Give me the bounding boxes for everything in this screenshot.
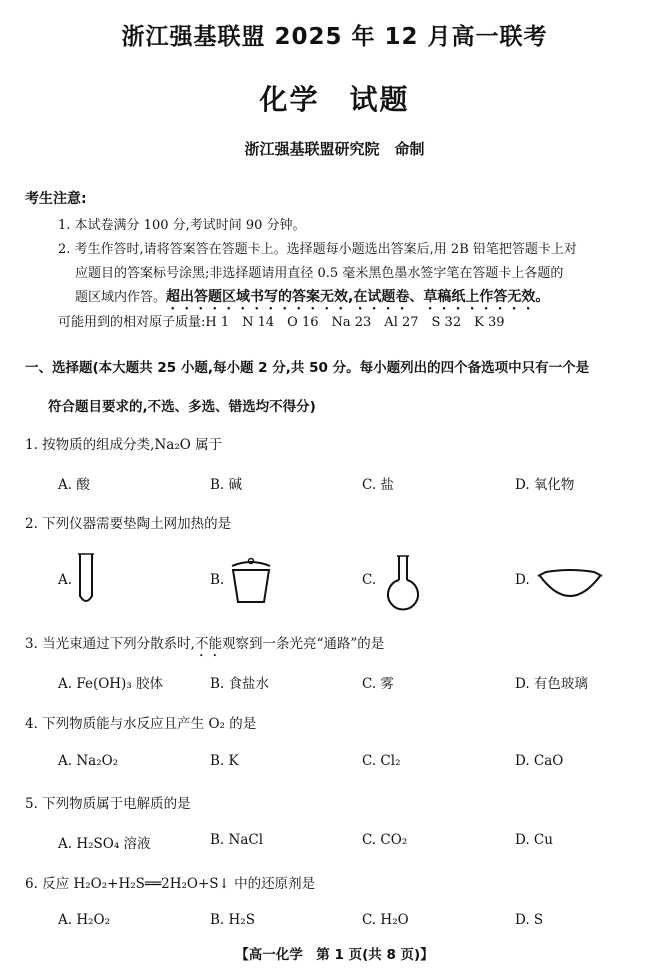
- question-3-stem-part-2: 观察到一条光亮“通路”的是: [221, 636, 385, 652]
- question-2-stem: 2. 下列仪器需要垫陶土网加热的是: [25, 516, 232, 532]
- question-1-stem: 1. 按物质的组成分类,Na₂O 属于: [25, 437, 223, 453]
- question-5-option-d: D. Cu: [515, 832, 553, 848]
- question-1-option-c: C. 盐: [362, 477, 394, 493]
- section-heading-line-1: 一、选择题(本大题共 25 小题,每小题 2 分,共 50 分。每小题列出的四个备选项中只有一个是: [25, 360, 590, 376]
- question-4-option-a: A. Na₂O₂: [58, 753, 119, 769]
- question-6-option-b: B. H₂S: [210, 912, 255, 928]
- question-6-stem: 6. 反应 H₂O₂+H₂S══2H₂O+S↓ 中的还原剂是: [25, 876, 316, 892]
- question-5-option-c: C. CO₂: [362, 832, 408, 848]
- test-tube-icon: [76, 552, 96, 608]
- question-5-option-b: B. NaCl: [210, 832, 264, 848]
- notice-item-2-line-2: 应题目的答案标号涂黑;非选择题请用直径 0.5 毫米黑色墨水签字笔在答题卡上各题的: [75, 266, 564, 281]
- question-4-option-b: B. K: [210, 753, 239, 769]
- crucible-icon: [228, 556, 274, 606]
- question-5-stem: 5. 下列物质属于电解质的是: [25, 796, 191, 812]
- issuer-line: 浙江强基联盟研究院 命制: [244, 140, 425, 158]
- atomic-masses: 可能用到的相对原子质量:H 1 N 14 O 16 Na 23 Al 27 S 32 K 39: [58, 315, 505, 330]
- question-1-option-b: B. 碱: [210, 477, 243, 493]
- question-6-option-c: C. H₂O: [362, 912, 409, 928]
- question-1-option-a: A. 酸: [58, 477, 90, 493]
- question-2-option-b: B.: [210, 572, 225, 588]
- question-2-option-a: A.: [58, 572, 73, 588]
- notice-emphasis: 超出答题区域书写的答案无效,在试题卷、草稿纸上作答无效。: [166, 289, 550, 305]
- question-6-option-d: D. S: [515, 912, 544, 928]
- notice-text: 题区域内作答。: [75, 290, 167, 305]
- round-bottom-flask-icon: [386, 554, 420, 610]
- question-3-option-d: D. 有色玻璃: [515, 676, 588, 692]
- question-3-emphasis: 不能: [194, 636, 222, 652]
- question-6-option-a: A. H₂O₂: [58, 912, 110, 928]
- exam-title: 浙江强基联盟 2025 年 12 月高一联考: [121, 24, 548, 50]
- question-3-option-c: C. 雾: [362, 676, 394, 692]
- question-1-option-d: D. 氧化物: [515, 477, 575, 493]
- section-heading-line-2: 符合题目要求的,不选、多选、错选均不得分): [48, 399, 316, 415]
- subject-title: 化学 试题: [259, 83, 410, 116]
- page-footer: 【高一化学 第 1 页(共 8 页)】: [235, 947, 434, 963]
- question-2-option-d: D.: [515, 572, 530, 588]
- notice-heading: 考生注意:: [25, 191, 87, 207]
- evaporating-dish-icon: [536, 566, 604, 602]
- notice-item-2-line-3: [75, 286, 549, 313]
- question-3-stem: [25, 632, 384, 660]
- question-3-option-b: B. 食盐水: [210, 676, 270, 692]
- question-5-option-a: A. H₂SO₄ 溶液: [58, 836, 151, 852]
- question-4-option-d: D. CaO: [515, 753, 564, 769]
- question-3-option-a: A. Fe(OH)₃ 胶体: [58, 676, 164, 692]
- question-4-option-c: C. Cl₂: [362, 753, 401, 769]
- question-3-stem-part-1: 3. 当光束通过下列分散系时,: [25, 636, 195, 652]
- notice-item-1: 1. 本试卷满分 100 分,考试时间 90 分钟。: [58, 218, 306, 233]
- notice-item-2-line-1: 2. 考生作答时,请将答案答在答题卡上。选择题每小题选出答案后,用 2B 铅笔把答题卡上对: [58, 242, 577, 257]
- question-2-option-c: C.: [362, 572, 377, 588]
- question-4-stem: 4. 下列物质能与水反应且产生 O₂ 的是: [25, 716, 257, 732]
